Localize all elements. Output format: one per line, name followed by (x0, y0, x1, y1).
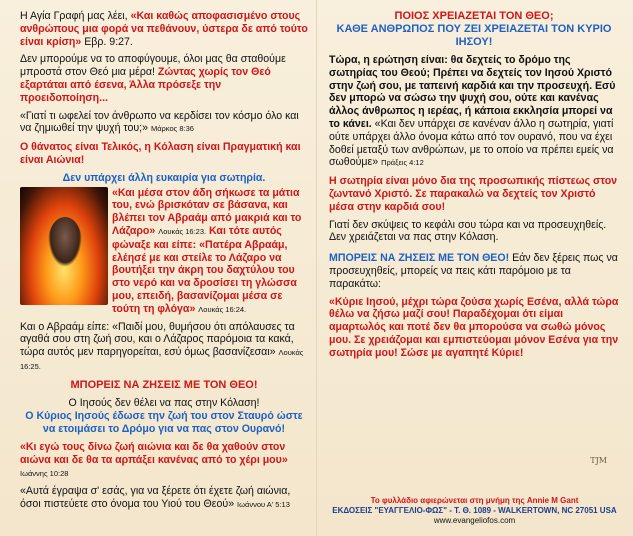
right-column (316, 0, 633, 536)
warning-paragraph: Δεν μπορούμε να το αποφύγουμε, όλοι μας θα σταθούμε μπροστά στον Θεό μια μέρα! Ζώντας χωρίς τον Θεό εξαρτάται από έσενα, Άλλα πρόσεξε την προειδοποίηση... (20, 53, 286, 104)
everyone-needs-jesus-heading: ΚΑΘΕ ΑΝΘΡΩΠΟΣ ΠΟΥ ΖΕΙ ΧΡΕΙΑΖΕΤΑΙ ΤΟΝ ΚΥΡΙΟ ΙΗΣΟΥ! (336, 23, 612, 48)
jesus-not-hell-line: Ο Ιησούς δεν θέλει να πας στην Κόλαση! (68, 396, 260, 409)
mark-quote: «Γιατί τι ωφελεί τον άνθρωπο να κερδίσει τον κόσμο όλο και να ζημιωθεί την ψυχή του;» Μάρκος 8:36 (20, 109, 299, 135)
death-final-statement: Ο θάνατος είναι Τελικός, η Κόλαση είναι Πραγματική και είναι Αιώνια! (20, 141, 301, 166)
no-other-chance-heading: Δεν υπάρχει άλλη ευκαιρία για σωτηρία. (62, 171, 266, 184)
abraham-reply: Και ο Αβραάμ είπε: «Παιδί μου, θυμήσου ότι απόλαυσες τα αγαθά σου στη ζωή σου, και ο Λάζαρος παρόμοια τα κακά, τώρα αυτός μεν παρηγορείται, εσύ όμως βασανίζεσαι» Λουκάς 16:25. (20, 320, 304, 371)
publisher-footer (316, 496, 633, 526)
luke-quote: «Και μέσα στον άδη σήκωσε τα μάτια του, ενώ βρισκόταν σε βάσανα, και βλέπει τον Αβραάμ από μακριά και το Λάζαρο» Λουκάς 16:23. Και τότε αυτός φώναξε και είπε: «Πατέρα Αβραάμ, ελέησέ με και στείλε το Λάζαρο να βουτήξει την άκρη του δαχτύλου του στο νερό και να δροσίσει τη γλώσσα μου, επειδή, βασανίζομαι μέσα σε τούτη τη φλόγα» Λουκάς 16:24. (112, 186, 302, 315)
dedication-line: Το φυλλάδιο αφιερώνεται στη μνήμη της Annie M Gant (370, 496, 579, 505)
bow-head-paragraph: Γιατί δεν σκύψεις το κεφάλι σου τώρα και να προσευχηθείς. Δεν χρειάζεται να πας στην Κόλαση. (329, 218, 607, 244)
cross-statement: Ο Κύριος Ιησούς έδωσε την ζωή του στον Σταυρό ώστε να ετοιμάσει το Δρόμο για να πας στον Ουρανό! (25, 410, 303, 436)
salvation-question: Τώρα, η ερώτηση είναι: θα δεχτείς το δρόμο της σωτηρίας του Θεού; Πρέπει να δεχτείς τον Ιησού Χριστό στην ζωή σου, με ταπεινή καρδιά και την προσευχή. Εσύ δεν μπορώ να σώσω την ψυχή σου, ούτε και κανένας άλλος άνθρωπος η ιερέας, ή κάποια εκκλησία μπορεί να το κάνει. «Και δεν υπάρχει σε κανέναν άλλο η σωτηρία, γιατί ούτε υπάρχει άλλο όνομα κάτω από τον ουρανό, που να έχει δοθεί μεταξύ των ανθρώπων, με το οποίο να πρέπει εμείς να σωθούμε» Πράξεις 4:12 (329, 54, 616, 169)
who-needs-god-heading: ΠΟΙΟΣ ΧΡΕΙΑΖΕΤΑΙ ΤΟΝ ΘΕΟ; (394, 10, 554, 22)
website-link[interactable]: www.evangeliofos.com (433, 516, 516, 525)
luke-section (20, 187, 308, 317)
faith-statement: Η σωτηρία είναι μόνο δια της προσωπικής πίστεως στον ζωντανό Χριστό. Σε παρακαλώ να δεχτείς τον Χριστό μέσα στην καρδιά σου! (329, 175, 618, 213)
prayer-intro: ΜΠΟΡΕΙΣ ΝΑ ΖΗΣΕΙΣ ΜΕ ΤΟΝ ΘΕΟ! Εάν δεν ξέρεις πως να προσευχηθείς, μπορείς να πεις κάτι παρόμοιο με τα παρακάτω: (329, 252, 618, 290)
sample-prayer: «Κύριε Ιησού, μέχρι τώρα ζούσα χωρίς Εσένα, αλλά τώρα θέλω να ζήσω μαζί σου! Παραδέχομαι ότι είμαι αμαρτωλός και ποτέ δεν θα μπορούσα να σωθώ μόνος μου. Σε χρειάζομαι και εμπιστεύομαι μόνον Εσένα για την σωτηρία μου! Σώσε με αγαπητέ Κύριε! (329, 295, 619, 359)
first-john-quote: «Αυτά έγραψα σ' εσάς, για να ξέρετε ότι έχετε ζωή αιώνια, όσοι πιστεύετε στο όνομα του Υιού του Θεού» Ιωάννου Α' 5:13 (20, 485, 291, 511)
intro-paragraph: Η Αγία Γραφή μας λέει, «Και καθώς αποφασισμένο στους ανθρώπους μια φορά να πεθάνουν, ύστερα δε από τούτο είναι κρίση» Εβρ. 9:27. (20, 10, 308, 48)
hell-fire-illustration (20, 187, 108, 305)
verse-ref: Μάρκος 8:36 (150, 124, 194, 134)
verse-ref: Εβρ. 9:27. (84, 35, 133, 48)
artist-signature: TJM (590, 456, 607, 465)
publisher-address: ΕΚΔΟΣΕΙΣ "ΕΥΑΓΓΕΛΙΟ-ΦΩΣ" - Τ. Θ. 1089 - WALKERTOWN, NC 27051 USA (332, 506, 617, 515)
left-column (0, 0, 316, 536)
john-quote: «Κι εγώ τους δίνω ζωή αιώνια και δε θα χαθούν στον αιώνα και δε θα τα αρπάξει κανένας από το χέρι μου» Ιωάννης 10:28 (20, 440, 288, 478)
live-with-god-heading: ΜΠΟΡΕΙΣ ΝΑ ΖΗΣΕΙΣ ΜΕ ΤΟΝ ΘΕΟ! (70, 378, 258, 391)
